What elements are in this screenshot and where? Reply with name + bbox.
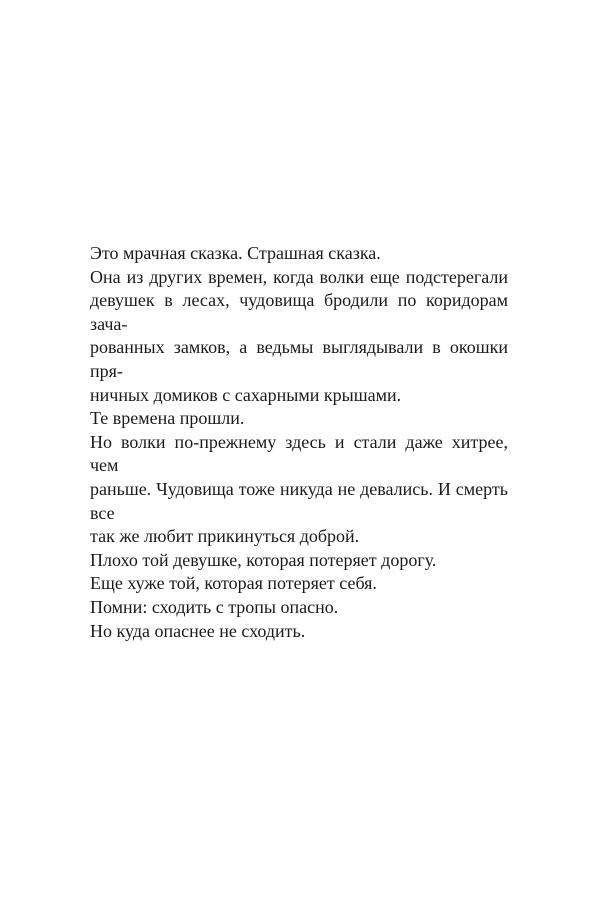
paragraph-3 — [90, 407, 508, 431]
text-line: Но куда опаснее не сходить. — [90, 620, 306, 641]
text-line: ничных домиков с сахарными крышами. — [90, 384, 402, 405]
paragraph-2 — [90, 266, 508, 408]
text-line: девушек в лесах, чудовища бродили по коридорам зача- — [90, 290, 508, 334]
paragraph-5 — [90, 549, 508, 573]
text-line: раньше. Чудовища тоже никуда не девались. И смерть все — [90, 478, 508, 523]
paragraph-1 — [90, 242, 508, 266]
paragraph-6 — [90, 572, 508, 596]
text-line: Еще хуже той, которая потеряет себя. — [90, 573, 377, 594]
paragraph-4 — [90, 431, 508, 549]
text-line: Это мрачная сказка. Страшная сказка. — [90, 243, 381, 263]
text-line: Она из других времен, когда волки еще подстерегали — [90, 266, 508, 287]
text-line: Те времена прошли. — [90, 408, 245, 429]
text-line: Но волки по-прежнему здесь и стали даже хитрее, чем — [90, 431, 508, 476]
paragraph-8 — [90, 620, 508, 644]
body-text — [90, 242, 508, 643]
paragraph-7 — [90, 596, 508, 620]
text-line: Помни: сходить с тропы опасно. — [90, 596, 339, 617]
text-line: так же любит прикинуться доброй. — [90, 526, 360, 547]
text-line: рованных замков, а ведьмы выглядывали в окошки пря- — [90, 337, 508, 381]
text-line: Плохо той девушке, которая потеряет дорогу. — [90, 549, 437, 570]
